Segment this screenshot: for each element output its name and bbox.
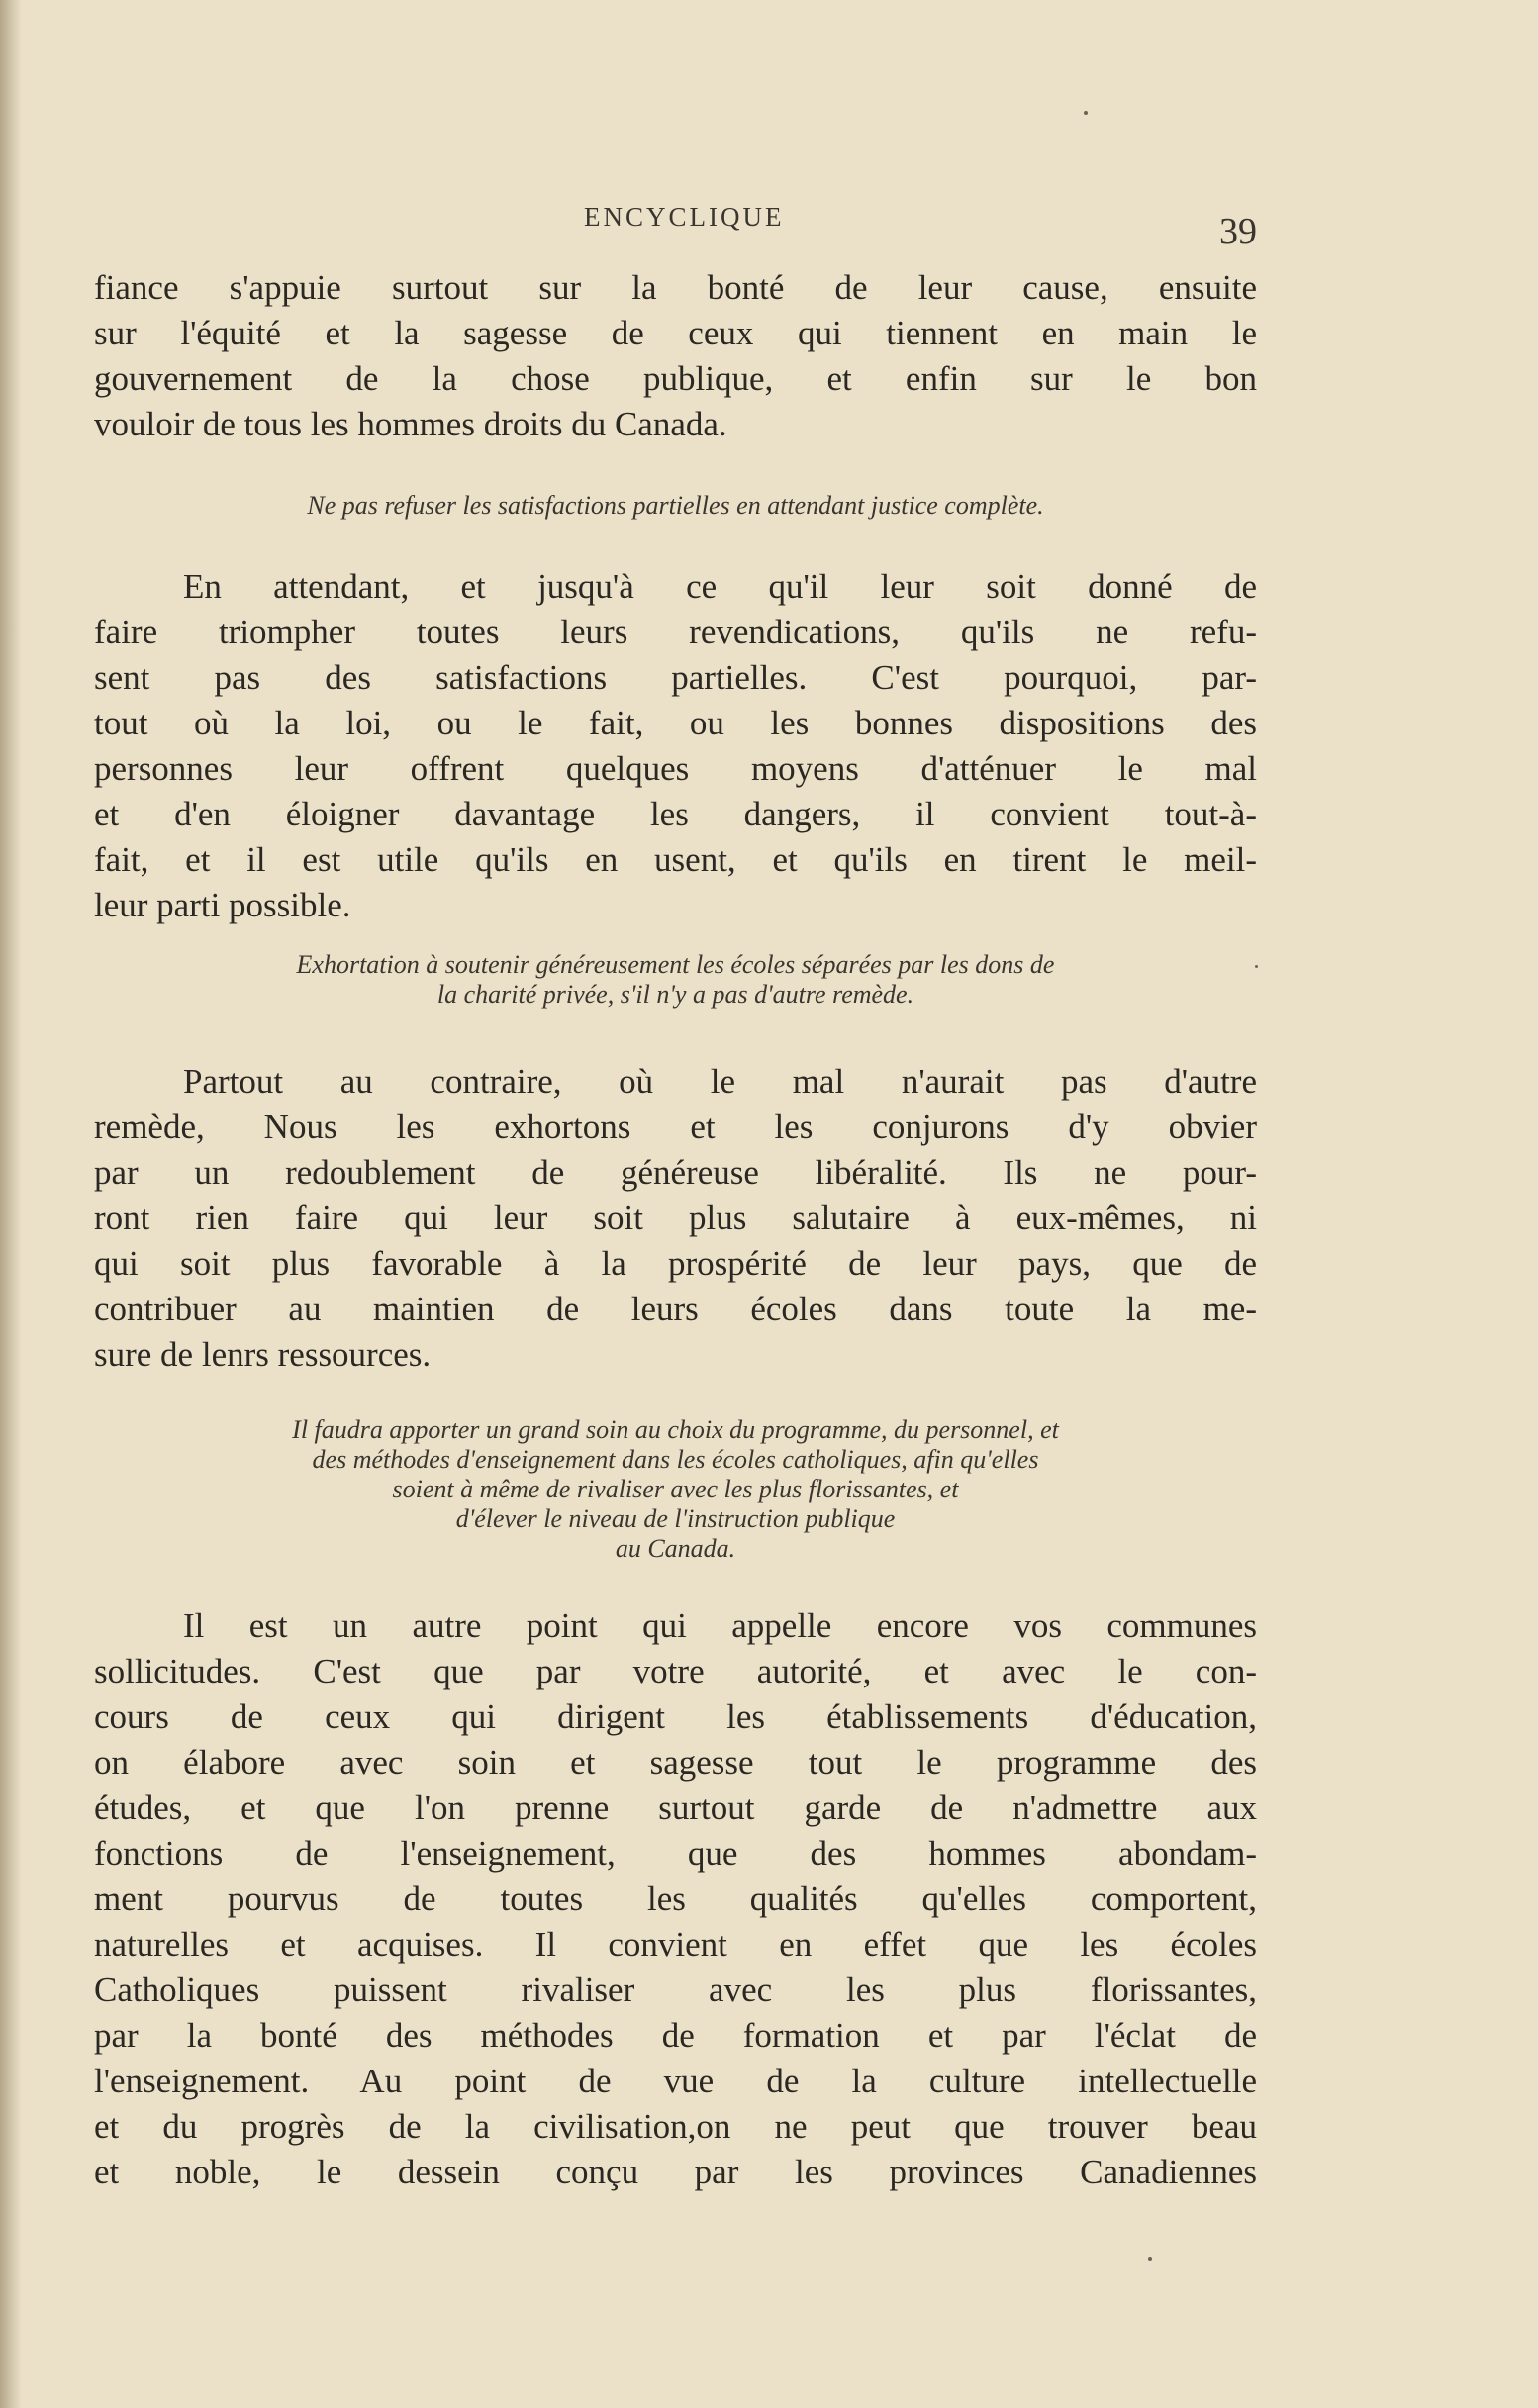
text-line: et noble, le dessein conçu par les provinces Canadiennes xyxy=(94,2153,1257,2191)
text-line: ment pourvus de toutes les qualités qu'elles comportent, xyxy=(94,1879,1257,1918)
text-line: qui soit plus favorable à la prospérité de leur pays, que de xyxy=(94,1244,1257,1283)
paragraph-1 xyxy=(94,265,1257,447)
text-line: Il est un autre point qui appelle encore vos communes xyxy=(183,1606,1257,1645)
text-line: tout où la loi, ou le fait, ou les bonnes dispositions des xyxy=(94,704,1257,742)
text-line: Catholiques puissent rivaliser avec les plus florissantes, xyxy=(94,1971,1257,2009)
page-number: 39 xyxy=(1219,211,1257,252)
sidenote-line: Ne pas refuser les satisfactions partielles en attendant justice complète. xyxy=(307,491,1044,520)
page-header xyxy=(99,198,1257,257)
text-line: cours de ceux qui dirigent les établissements d'éducation, xyxy=(94,1697,1257,1736)
text-line: et du progrès de la civilisation,on ne peut que trouver beau xyxy=(94,2107,1257,2146)
text-line: sur l'équité et la sagesse de ceux qui tiennent en main le xyxy=(94,314,1257,352)
text-line: fiance s'appuie surtout sur la bonté de leur cause, ensuite xyxy=(94,268,1257,307)
sidenote-line: la charité privée, s'il n'y a pas d'autre remède. xyxy=(436,980,914,1009)
text-line: leur parti possible. xyxy=(94,886,351,924)
sidenote-line: au Canada. xyxy=(615,1534,736,1563)
text-line: gouvernement de la chose publique, et enfin sur le bon xyxy=(94,359,1257,398)
text-line: et d'en éloigner davantage les dangers, il convient tout-à- xyxy=(94,795,1257,833)
text-line: fonctions de l'enseignement, que des hommes abondam- xyxy=(94,1834,1257,1873)
sidenote-line: Il faudra apporter un grand soin au choix du programme, du personnel, et xyxy=(292,1415,1059,1444)
text-line: études, et que l'on prenne surtout garde de n'admettre aux xyxy=(94,1788,1257,1827)
text-line: l'enseignement. Au point de vue de la culture intellectuelle xyxy=(94,2062,1257,2100)
book-spine-shadow xyxy=(0,0,22,2408)
text-line: fait, et il est utile qu'ils en usent, et qu'ils en tirent le meil- xyxy=(94,840,1257,879)
paragraph-3 xyxy=(94,1059,1257,1378)
sidenote-line: Exhortation à soutenir généreusement les écoles séparées par les dons de xyxy=(296,950,1055,979)
sidenote-1 xyxy=(94,491,1257,521)
paper-speck xyxy=(1255,965,1258,968)
sidenote-line: d'élever le niveau de l'instruction publique xyxy=(455,1504,896,1533)
text-line: ront rien faire qui leur soit plus salutaire à eux-mêmes, ni xyxy=(94,1199,1257,1237)
sidenote-3 xyxy=(94,1415,1257,1564)
text-line: par un redoublement de généreuse libéralité. Ils ne pour- xyxy=(94,1153,1257,1192)
text-line: naturelles et acquises. Il convient en effet que les écoles xyxy=(94,1925,1257,1964)
text-line: personnes leur offrent quelques moyens d'atténuer le mal xyxy=(94,749,1257,788)
sidenote-2 xyxy=(94,950,1257,1010)
paragraph-4 xyxy=(94,1603,1257,2195)
text-line: sure de lenrs ressources. xyxy=(94,1335,432,1374)
running-title: ENCYCLIQUE xyxy=(584,202,785,232)
text-line: sent pas des satisfactions partielles. C'est pourquoi, par- xyxy=(94,658,1257,697)
text-line: Partout au contraire, où le mal n'aurait pas d'autre xyxy=(183,1062,1257,1101)
text-line: faire triompher toutes leurs revendications, qu'ils ne refu- xyxy=(94,613,1257,651)
text-line: contribuer au maintien de leurs écoles dans toute la me- xyxy=(94,1290,1257,1328)
text-line: remède, Nous les exhortons et les conjurons d'y obvier xyxy=(94,1108,1257,1146)
text-line: par la bonté des méthodes de formation et par l'éclat de xyxy=(94,2016,1257,2055)
text-line: En attendant, et jusqu'à ce qu'il leur soit donné de xyxy=(183,567,1257,606)
paragraph-2 xyxy=(94,564,1257,928)
paper-speck xyxy=(1084,111,1088,115)
text-line: sollicitudes. C'est que par votre autorité, et avec le con- xyxy=(94,1652,1257,1690)
text-line: vouloir de tous les hommes droits du Canada. xyxy=(94,405,727,443)
text-line: on élabore avec soin et sagesse tout le programme des xyxy=(94,1743,1257,1782)
paper-speck xyxy=(1148,2257,1152,2261)
sidenote-line: des méthodes d'enseignement dans les écoles catholiques, afin qu'elles xyxy=(312,1445,1039,1474)
sidenote-line: soient à même de rivaliser avec les plus florissantes, et xyxy=(392,1475,959,1503)
